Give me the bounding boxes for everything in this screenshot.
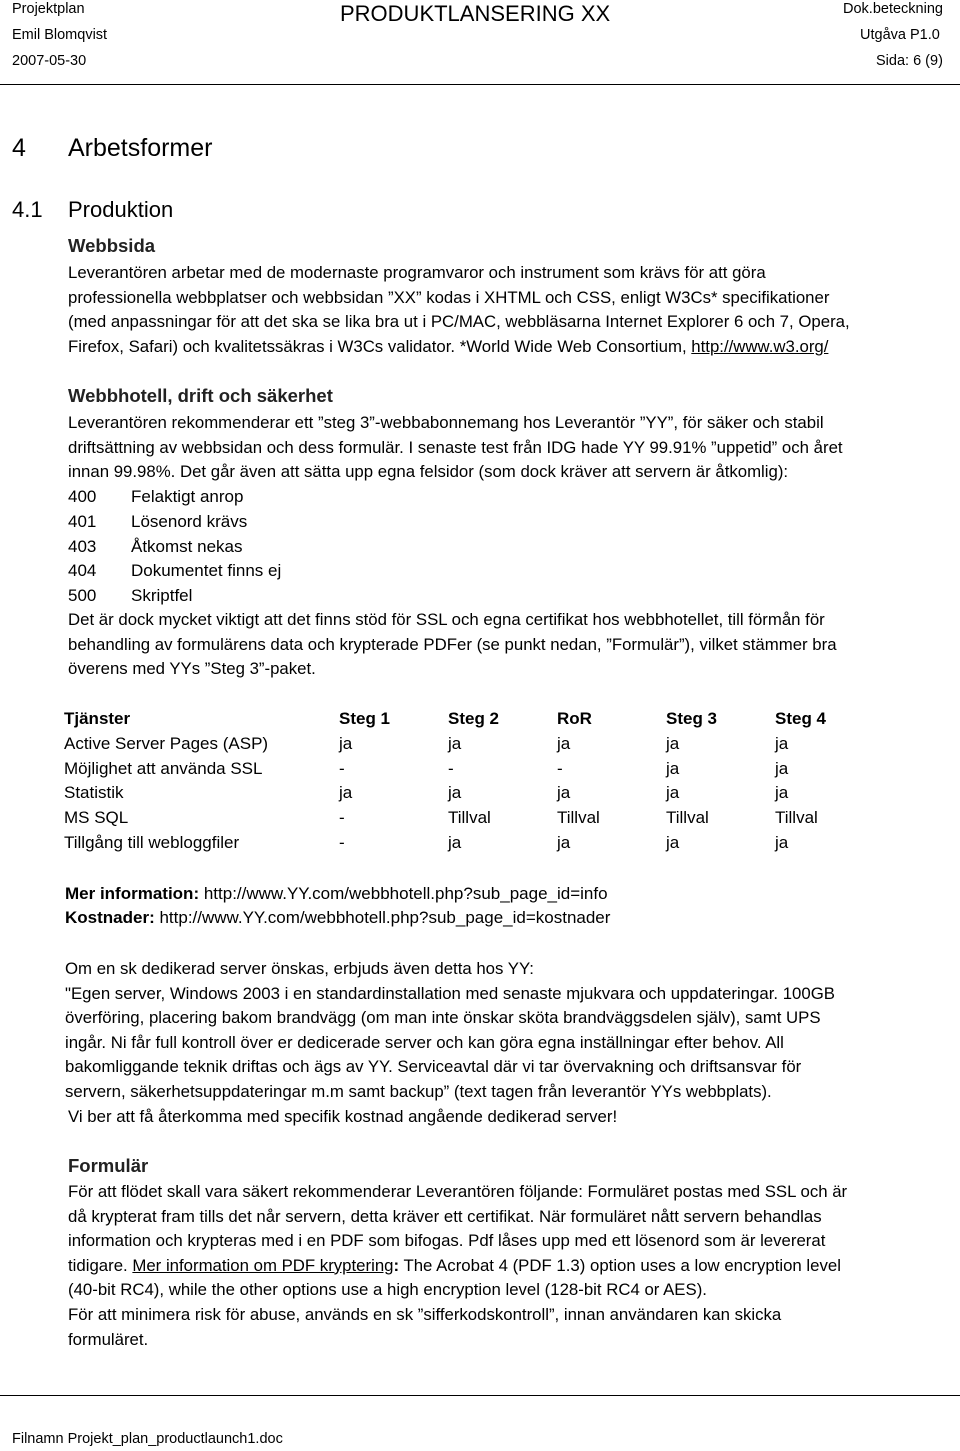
more-info-label: Mer information:	[65, 884, 200, 903]
subsection-heading	[12, 197, 173, 223]
header-page-number: Sida: 6 (9)	[876, 53, 943, 69]
table-cell: -	[339, 808, 345, 828]
webbhotell-heading: Webbhotell, drift och säkerhet	[68, 385, 333, 406]
table-row	[64, 781, 884, 806]
footer-divider	[0, 1395, 960, 1396]
table-header-cell: Steg 3	[666, 709, 718, 728]
more-info-line	[65, 882, 608, 907]
webbhotell-paragraph	[68, 411, 958, 485]
section-number: 4	[12, 134, 26, 162]
header-author: Emil Blomqvist	[12, 27, 108, 43]
paragraph-line	[68, 335, 958, 360]
table-cell: -	[557, 758, 563, 778]
error-code: 500	[68, 586, 97, 606]
paragraph-line: Vi ber att få återkomma med specifik kostnad angående dedikerad server!	[68, 1106, 618, 1126]
header-document-title: PRODUKTLANSERING XX	[340, 1, 611, 26]
table-cell: ja	[775, 832, 789, 852]
table-cell: ja	[448, 783, 462, 803]
table-cell: ja	[448, 832, 462, 852]
table-cell: ja	[448, 733, 462, 753]
paragraph-line: Leverantören arbetar med de modernaste programvaror och instrument som krävs för att göra	[68, 263, 766, 282]
paragraph-line: servern, säkerhetsuppdateringar m.m samt backup” (text tagen från leverantör YYs webbplats).	[65, 1081, 772, 1101]
table-cell: ja	[557, 733, 571, 753]
paragraph-line: (40-bit RC4), while the other options use a high encryption level (128-bit RC4 or AES).	[68, 1280, 707, 1300]
table-cell: Active Server Pages (ASP)	[64, 733, 269, 753]
error-code-row	[68, 510, 281, 535]
costs-line	[65, 906, 610, 931]
table-cell: ja	[666, 758, 680, 778]
error-code: 400	[68, 487, 97, 506]
paragraph-line: bakomliggande teknik driftas och ägs av YY. Serviceavtal där vi tar övervakning och driftsansvar för	[65, 1057, 802, 1077]
table-cell: ja	[339, 783, 353, 803]
w3c-link[interactable]: http://www.w3.org/	[691, 336, 829, 356]
paragraph-text: Firefox, Safari) och kvalitetssäkras i W3Cs validator. *World Wide Web Consortium,	[68, 336, 692, 356]
formular-paragraph	[68, 1180, 958, 1352]
table-row	[64, 732, 884, 757]
pdf-encryption-link[interactable]: Mer information om PDF kryptering	[132, 1255, 394, 1275]
section-title: Arbetsformer	[68, 134, 213, 162]
table-header-cell: Tjänster	[64, 709, 131, 728]
table-cell: Tillval	[448, 808, 491, 828]
error-label: Åtkomst nekas	[131, 536, 243, 556]
table-header-cell: Steg 2	[448, 709, 500, 728]
formular-heading: Formulär	[68, 1155, 149, 1176]
paragraph-line: driftsättning av webbsidan och dess formulär. I senaste test från IDG hade YY 99.91% ”uppetid” och året	[68, 437, 843, 457]
costs-label: Kostnader:	[65, 908, 155, 927]
table-cell: ja	[775, 783, 789, 803]
service-comparison-table	[64, 707, 884, 856]
error-label: Skriptfel	[131, 586, 193, 606]
table-cell: Tillval	[775, 808, 818, 828]
more-info-url[interactable]: http://www.YY.com/webbhotell.php?sub_page_id=info	[199, 884, 608, 903]
header-version: Utgåva P1.0	[860, 27, 940, 43]
paragraph-line	[68, 1254, 958, 1279]
paragraph-line: överens med YYs ”Steg 3”-paket.	[68, 659, 316, 679]
table-cell: ja	[666, 733, 680, 753]
error-code-row	[68, 584, 281, 609]
table-cell: ja	[775, 733, 789, 753]
table-row	[64, 757, 884, 782]
error-label: Lösenord krävs	[131, 511, 248, 531]
table-row	[64, 806, 884, 831]
table-header-cell: RoR	[557, 709, 592, 728]
footer-filename: Filnamn Projekt_plan_productlaunch1.doc	[12, 1431, 283, 1447]
paragraph-line: (med anpassningar för att det ska se lika bra ut i PC/MAC, webbläsarna Internet Explorer 6 och 7, Opera,	[68, 312, 850, 332]
table-cell: ja	[666, 832, 680, 852]
paragraph-line: information och krypteras med i en PDF som bifogas. Pdf låses upp med ett lösenord som är levererat	[68, 1231, 826, 1251]
table-header-row	[64, 707, 884, 732]
paragraph-line: formuläret.	[68, 1329, 149, 1349]
webbsida-heading: Webbsida	[68, 235, 156, 256]
table-cell: Tillval	[557, 808, 600, 828]
header-date: 2007-05-30	[12, 53, 87, 69]
error-code-row	[68, 559, 281, 584]
table-cell: ja	[666, 783, 680, 803]
table-cell: -	[339, 832, 345, 852]
paragraph-line: "Egen server, Windows 2003 i en standardinstallation med senaste mjukvara och uppdateringar. 100GB	[65, 983, 835, 1003]
table-cell: ja	[557, 783, 571, 803]
error-code: 401	[68, 511, 97, 531]
paragraph-line: ingår. Ni får full kontroll över er dedicerade server och kan göra egna inställningar efter behov. All	[65, 1032, 784, 1052]
table-cell: ja	[557, 832, 571, 852]
paragraph-line: då krypterat fram tills det når servern, detta kräver ett certifikat. När formuläret nått servern behandlas	[68, 1206, 822, 1226]
table-cell: -	[448, 758, 454, 778]
section-heading	[12, 133, 212, 163]
costs-url[interactable]: http://www.YY.com/webbhotell.php?sub_page_id=kostnader	[154, 908, 611, 927]
table-cell: Möjlighet att använda SSL	[64, 758, 263, 778]
paragraph-line: innan 99.98%. Det går även att sätta upp egna felsidor (som dock kräver att servern är åtkomlig):	[68, 462, 789, 482]
error-code: 403	[68, 536, 97, 556]
paragraph-line: Leverantören rekommenderar ett ”steg 3”-webbabonnemang hos Leverantör ”YY”, för säker och stabil	[68, 413, 824, 432]
table-cell: -	[339, 758, 345, 778]
error-code: 404	[68, 561, 97, 581]
table-cell: Tillgång till webloggfiler	[64, 832, 240, 852]
paragraph-line: Det är dock mycket viktigt att det finns stöd för SSL och egna certifikat hos webbhotellet, till förmån för	[68, 610, 825, 629]
table-cell: MS SQL	[64, 808, 129, 828]
paragraph-line: För att flödet skall vara säkert rekommenderar Leverantören följande: Formuläret postas med SSL och är	[68, 1182, 848, 1201]
error-code-list	[68, 485, 281, 609]
paragraph-text: tidigare.	[68, 1255, 133, 1275]
paragraph-line: professionella webbplatser och webbsidan ”XX” kodas i XHTML och CSS, enligt W3Cs* specifikationer	[68, 287, 830, 307]
table-cell: Statistik	[64, 783, 124, 803]
paragraph-line: Om en sk dedikerad server önskas, erbjuds även detta hos YY:	[65, 959, 534, 978]
error-label: Dokumentet finns ej	[131, 561, 282, 581]
webbsida-paragraph	[68, 261, 958, 359]
subsection-number: 4.1	[12, 197, 43, 222]
ssl-paragraph	[68, 608, 958, 682]
header-doc-id-label: Dok.beteckning	[843, 1, 943, 17]
table-cell: ja	[775, 758, 789, 778]
subsection-title: Produktion	[68, 197, 174, 222]
table-cell: Tillval	[666, 808, 709, 828]
paragraph-line: behandling av formulärens data och krypterade PDFer (se punkt nedan, ”Formulär”), vilket stämmer bra	[68, 634, 837, 654]
paragraph-text: :	[393, 1255, 400, 1275]
paragraph-line: överföring, placering bakom brandvägg (om man inte önskar sköta brandväggsdelen själv), samt UPS	[65, 1008, 821, 1028]
error-code-row	[68, 535, 281, 560]
header-project-label: Projektplan	[12, 1, 85, 17]
paragraph-line: För att minimera risk för abuse, används en sk ”sifferkodskontroll”, innan användaren kan skicka	[68, 1304, 782, 1324]
error-code-row	[68, 485, 281, 510]
error-label: Felaktigt anrop	[131, 487, 244, 506]
table-header-cell: Steg 1	[339, 709, 391, 728]
header-divider	[0, 84, 960, 85]
dedicated-server-paragraph	[65, 957, 958, 1129]
table-row	[64, 831, 884, 856]
paragraph-text: The Acrobat 4 (PDF 1.3) option uses a low encryption level	[399, 1255, 841, 1275]
table-header-cell: Steg 4	[775, 709, 827, 728]
table-cell: ja	[339, 733, 353, 753]
